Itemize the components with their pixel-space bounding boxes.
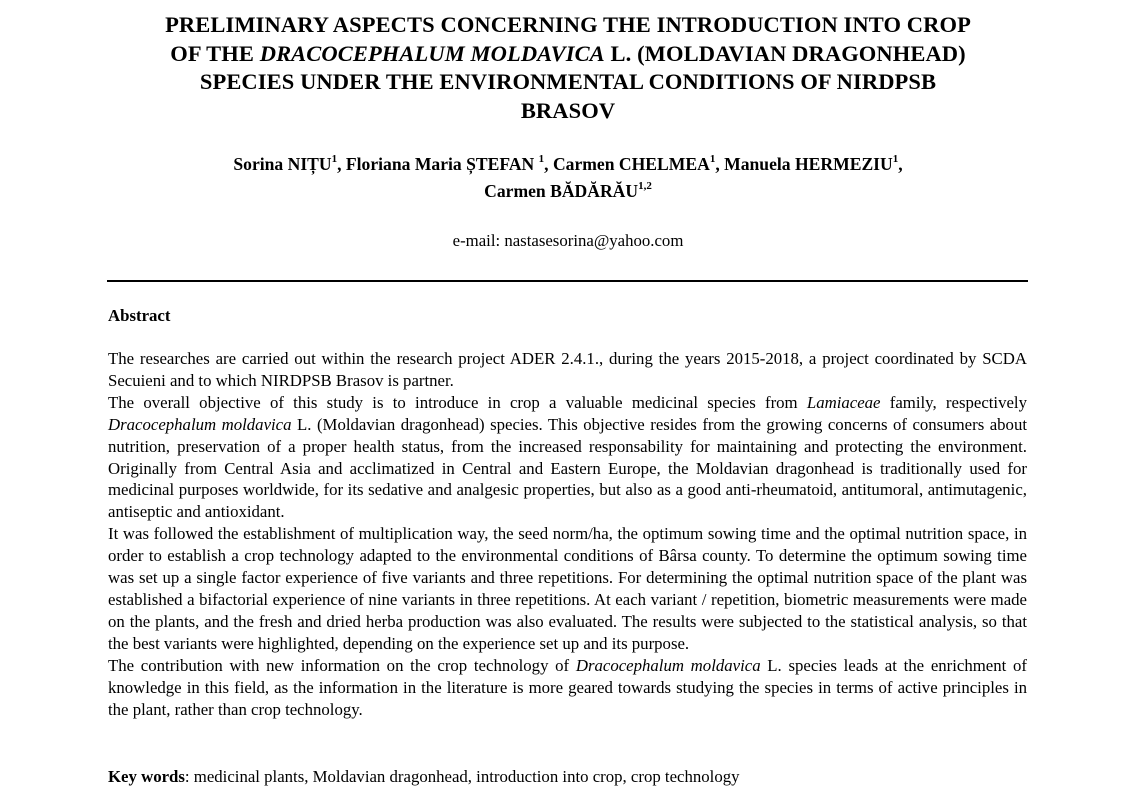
title-species-name: DRACOCEPHALUM MOLDAVICA: [259, 40, 605, 66]
paper-title: [108, 11, 1028, 126]
author-affiliation: 1: [892, 153, 899, 166]
abstract-paragraph-1: The researches are carried out within the research project ADER 2.4.1., during the years 2015-2018, a project coordinated by SCDA Secuieni and to which NIRDPSB Brasov is partner.: [108, 349, 1027, 390]
keywords-text: : medicinal plants, Moldavian dragonhead, introduction into crop, crop technology: [184, 767, 740, 786]
title-line-2: [108, 40, 1028, 69]
author-separator: ,: [898, 154, 903, 174]
author-affiliation: 1,2: [638, 180, 652, 193]
abstract-paragraph-2: [108, 392, 1027, 523]
abstract-text: L. (Moldavian dragonhead) species. This objective resides from the growing concerns of consumers about nutrition, preservation of a proper health status, from the increased responsability for maintaining and protecting the environment. Originally from Central Asia and acclimatized in Central and Eastern Europe, the Moldavian dragonhead is traditionally used for medicinal purposes worldwide, for its sedative and analgesic properties, but also as a good anti-rheumatoid, antitumoral, antimutagenic, antiseptic and antioxidant.: [108, 414, 1027, 522]
author-affiliation: 1: [538, 153, 545, 166]
title-line-2-suffix: L. (MOLDAVIAN DRAGONHEAD): [604, 40, 966, 66]
author-affiliation: 1: [331, 153, 338, 166]
author-name: Manuela HERMEZIU: [724, 154, 893, 174]
abstract-paragraph-4: [108, 655, 1027, 721]
title-line-1: PRELIMINARY ASPECTS CONCERNING THE INTRODUCTION INTO CROP: [165, 12, 971, 37]
author-affiliation: 1: [709, 153, 716, 166]
family-name: Lamiaceae: [806, 392, 881, 412]
author-separator: ,: [715, 154, 725, 174]
author-separator: ,: [544, 154, 553, 174]
keywords-label: Key words: [108, 767, 185, 786]
contact-email: e-mail: nastasesorina@yahoo.com: [452, 231, 684, 250]
author-name: Floriana Maria ȘTEFAN: [345, 154, 539, 174]
author-list: [108, 151, 1028, 205]
abstract-text: family, respectively: [880, 392, 1027, 412]
abstract-text: L. species leads at the enrichment of knowledge in this field, as the information in the literature is more geared towards studying the species in terms of active principles in the plant, rather than crop technology.: [108, 655, 1027, 719]
species-name: Dracocephalum moldavica: [575, 655, 761, 675]
abstract-text: The contribution with new information on the crop technology of: [108, 655, 576, 675]
abstract-paragraph-3: It was followed the establishment of multiplication way, the seed norm/ha, the optimum sowing time and the optimal nutrition space, in order to establish a crop technology adapted to the environmental conditions of Bârsa county. To determine the optimum sowing time was set up a single factor experience of five variants and three repetitions. For determining the optimal nutrition space of the plant was established a bifactorial experience of nine variants in three repetitions. At each variant / repetition, biometric measurements were made on the plants, and the fresh and dried herba production was also evaluated. The results were subjected to the statistical analysis, so that the best variants were highlighted, depending on the experience set up and its purpose.: [108, 524, 1027, 653]
author-line-2: [108, 178, 1028, 205]
species-name: Dracocephalum moldavica: [108, 414, 292, 434]
abstract-heading: Abstract: [108, 306, 171, 325]
abstract-body: [108, 348, 1027, 720]
author-name: Carmen CHELMEA: [552, 154, 710, 174]
keywords: [108, 766, 1027, 788]
title-line-4: BRASOV: [520, 98, 616, 124]
title-line-3: SPECIES UNDER THE ENVIRONMENTAL CONDITIONS OF NIRDPSB: [199, 69, 937, 95]
author-name: Carmen BĂDĂRĂU: [484, 181, 639, 201]
title-line-2-prefix: OF THE: [170, 40, 260, 66]
author-line-1: [108, 151, 1028, 178]
author-name: Sorina NIȚU: [233, 154, 332, 174]
header-divider: [107, 280, 1028, 282]
abstract-text: The overall objective of this study is to introduce in crop a valuable medicinal species from: [108, 392, 807, 412]
author-separator: ,: [337, 154, 346, 174]
